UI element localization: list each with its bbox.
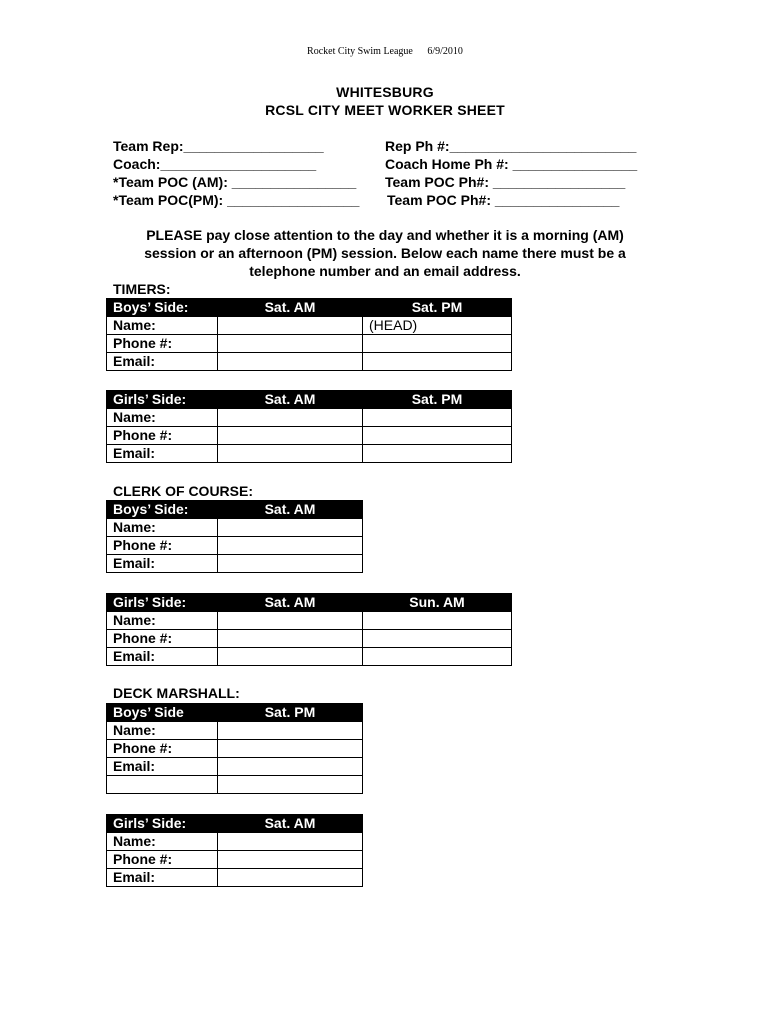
entry-cell[interactable] [218,869,363,887]
doc-title-line2: RCSL CITY MEET WORKER SHEET [265,102,505,118]
col-header: Sat. AM [218,391,363,409]
email-label: Email: [107,445,218,463]
side-label: Boys’ Side [107,704,218,722]
notice-line: PLEASE pay close attention to the day and whether it is a morning (AM) [146,227,624,243]
entry-cell[interactable] [363,427,512,445]
side-label: Girls’ Side: [107,815,218,833]
side-label: Girls’ Side: [107,391,218,409]
poc-pm-field[interactable]: *Team POC(PM): _________________ [113,192,360,208]
entry-cell[interactable] [363,648,512,666]
entry-cell[interactable] [363,630,512,648]
side-label: Girls’ Side: [107,594,218,612]
email-label: Email: [107,869,218,887]
instructions-notice [110,226,660,280]
entry-cell[interactable] [363,445,512,463]
entry-cell[interactable] [218,776,363,794]
deck-boys-table [106,703,363,794]
entry-cell[interactable] [218,519,363,537]
col-header: Sat. AM [218,501,363,519]
phone-label: Phone #: [107,630,218,648]
name-label: Name: [107,722,218,740]
entry-cell[interactable] [218,427,363,445]
poc-am-field[interactable]: *Team POC (AM): ________________ [113,174,357,190]
doc-title-line1: WHITESBURG [336,84,434,100]
entry-cell[interactable] [218,851,363,869]
name-label: Name: [107,612,218,630]
org-name: Rocket City Swim League [307,46,413,57]
poc-am-phone-field[interactable]: Team POC Ph#: _________________ [385,174,626,190]
col-header: Sat. AM [218,299,363,317]
phone-label: Phone #: [107,851,218,869]
notice-line: session or an afternoon (PM) session. Below each name there must be a [144,245,626,261]
name-label: Name: [107,317,218,335]
timers-boys-table [106,298,512,371]
side-label: Boys’ Side: [107,299,218,317]
deck-girls-table [106,814,363,887]
entry-cell[interactable] [218,612,363,630]
timers-heading: TIMERS: [113,281,171,297]
entry-cell[interactable] [218,630,363,648]
rep-phone-field[interactable]: Rep Ph #:________________________ [385,138,637,154]
phone-label: Phone #: [107,335,218,353]
entry-cell[interactable] [218,740,363,758]
coach-field[interactable]: Coach:____________________ [113,156,317,172]
entry-cell[interactable] [218,648,363,666]
deck-heading: DECK MARSHALL: [113,685,240,701]
entry-cell[interactable] [363,409,512,427]
clerk-heading: CLERK OF COURSE: [113,483,253,499]
clerk-girls-table [106,593,512,666]
name-label: Name: [107,409,218,427]
entry-cell[interactable] [218,537,363,555]
entry-cell[interactable] [363,353,512,371]
coach-home-phone-field[interactable]: Coach Home Ph #: ________________ [385,156,638,172]
entry-cell[interactable] [218,555,363,573]
entry-cell[interactable] [218,722,363,740]
col-header: Sat. PM [218,704,363,722]
email-label: Email: [107,758,218,776]
entry-cell[interactable] [218,833,363,851]
poc-pm-phone-field[interactable]: Team POC Ph#: ________________ [387,192,620,208]
head-note[interactable]: (HEAD) [363,317,512,335]
phone-label: Phone #: [107,537,218,555]
name-label: Name: [107,519,218,537]
entry-cell[interactable] [218,335,363,353]
phone-label: Phone #: [107,740,218,758]
blank-cell [107,776,218,794]
entry-cell[interactable] [218,317,363,335]
header-date: 6/9/2010 [427,46,463,57]
team-rep-field[interactable]: Team Rep:__________________ [113,138,324,154]
clerk-boys-table [106,500,363,573]
phone-label: Phone #: [107,427,218,445]
col-header: Sat. PM [363,391,512,409]
notice-line: telephone number and an email address. [249,263,521,279]
entry-cell[interactable] [363,612,512,630]
email-label: Email: [107,353,218,371]
entry-cell[interactable] [363,335,512,353]
col-header: Sat. PM [363,299,512,317]
side-label: Boys’ Side: [107,501,218,519]
entry-cell[interactable] [218,445,363,463]
col-header: Sat. AM [218,815,363,833]
entry-cell[interactable] [218,353,363,371]
email-label: Email: [107,648,218,666]
entry-cell[interactable] [218,409,363,427]
col-header: Sat. AM [218,594,363,612]
col-header: Sun. AM [363,594,512,612]
timers-girls-table [106,390,512,463]
page-header [0,46,770,57]
name-label: Name: [107,833,218,851]
entry-cell[interactable] [218,758,363,776]
email-label: Email: [107,555,218,573]
